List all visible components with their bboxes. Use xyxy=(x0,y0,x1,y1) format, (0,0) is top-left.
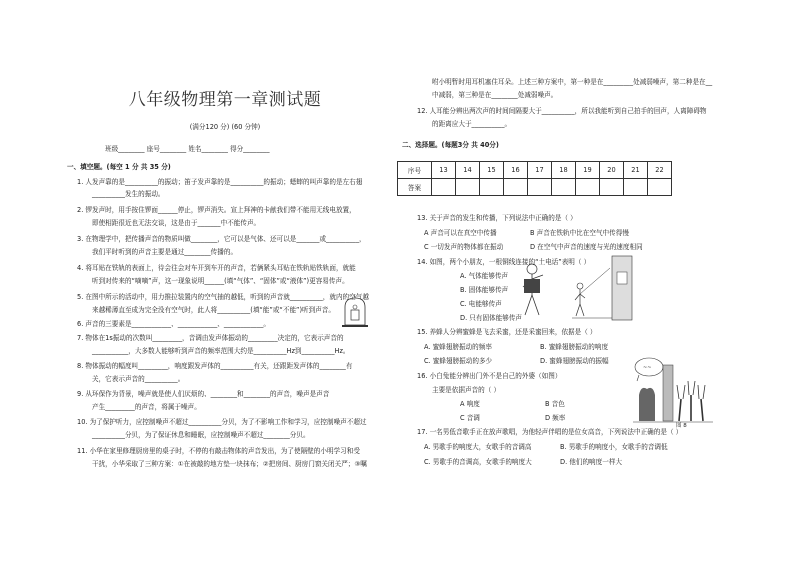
section-2-heading: 二、选择题。(每题3分 共 40分) xyxy=(402,141,499,149)
q4-line2: 听到对传来的“嘀嘀”声，这一现象说明______(填“气体”、“固体”或“液体”)更容易传声。 xyxy=(92,277,349,285)
table-cell: 14 xyxy=(456,162,480,179)
row-label-number: 序号 xyxy=(398,162,432,179)
q17-option-c: C. 男歌手的音调高，女歌手的响度大 xyxy=(424,458,532,466)
answer-cell[interactable] xyxy=(600,179,624,196)
q15: 15. 养蜂人分辨蜜蜂是飞去采蜜，还是采蜜回来，依据是（ ） xyxy=(417,328,597,336)
table-cell: 13 xyxy=(432,162,456,179)
q14-option-d: D. 只有固体能够传声 xyxy=(460,314,523,322)
q17-option-b: B. 男歌手的响度小，女歌手的音调低 xyxy=(560,443,668,451)
answer-cell[interactable] xyxy=(552,179,576,196)
bell-jar-figure xyxy=(340,295,370,329)
answer-cell[interactable] xyxy=(456,179,480,196)
q8-line1: 8. 物体振动的幅度叫_________，响度跟发声体的__________有关，还跟距发声体的________有 xyxy=(77,362,353,370)
answer-cell[interactable] xyxy=(528,179,552,196)
q3-line1: 3. 在物理学中，把传播声音的物质叫做________，它可以是气体、还可以是_______或__________， xyxy=(77,235,366,243)
q15-option-c: C. 蜜蜂翅膀振动的多少 xyxy=(424,357,493,365)
q16-line2: 主要是依据声音的（ ） xyxy=(432,386,501,394)
table-row-numbers xyxy=(398,162,672,179)
q4-line1: 4. 将耳贴在铁轨的表面上，待会往会对车开到车开的声音，若俩紧头耳贴在铁轨贴铁轨面，就能 xyxy=(77,264,356,272)
q2-line1: 2. 锣发声时，用手按住锣面______停止，锣声消失。宣上拜神的卡献我们带不能用无线电放置， xyxy=(77,206,356,214)
table-cell: 22 xyxy=(648,162,672,179)
table-cell: 16 xyxy=(504,162,528,179)
table-cell: 21 xyxy=(624,162,648,179)
q2-line2: 即使相距很近也无法交谈，这是由于_______中不能传声。 xyxy=(92,219,261,227)
q12-line1: 12. 人耳能分辨出两次声的时间间隔要大于__________，所以我能听到自己拍手的回声，人离障碍物 xyxy=(417,107,707,115)
q14-option-c: C. 电能够传声 xyxy=(460,300,502,308)
answer-cell[interactable] xyxy=(480,179,504,196)
answer-cell[interactable] xyxy=(432,179,456,196)
q5-line2: 来越稀薄直至成为完全没有空气时，此人将__________(填“能”或“不能”)听到声音。 xyxy=(92,306,335,314)
answer-cell[interactable] xyxy=(648,179,672,196)
q15-option-a: A. 蜜蜂翅膀振动的频率 xyxy=(424,343,492,351)
q14-option-b: B. 固体能够传声 xyxy=(460,286,509,294)
q13: 13. 关于声音的发生和传播，下列说法中正确的是（ ） xyxy=(417,214,577,222)
q13-option-b: B 声音在铁轨中比在空气中传得慢 xyxy=(530,229,629,237)
q11-line2: 干扰，小华采取了三种方案：①在被敲的地方垫一块抹布；②把房间、厨房门窗关闭关严；③嘱 xyxy=(92,460,367,468)
q8-line2: 关，它表示声音的__________。 xyxy=(92,375,185,383)
q16-option-b: B 音色 xyxy=(545,400,565,408)
q13-option-a: A 声音可以在真空中传播 xyxy=(424,229,497,237)
table-row-answers xyxy=(398,179,672,196)
q11-line1: 11. 小华在家里修理厨房里的桌子时，不停的有敲击物体的声音发出，为了使隔壁的小明学习和受 xyxy=(77,447,360,455)
string-telephone-figure xyxy=(572,254,634,322)
rabbit-wolf-figure xyxy=(633,355,713,425)
q15-option-d: D. 蜜蜂翅膀振动的振幅 xyxy=(540,357,609,365)
subtitle: (满分120 分) (60 分钟) xyxy=(189,123,261,131)
q16-option-c: C 音调 xyxy=(460,414,480,422)
q12-line2: 的距离应大于__________。 xyxy=(432,120,512,128)
q15-option-b: B. 蜜蜂翅膀振动的响度 xyxy=(540,343,609,351)
section-1-heading: 一、填空题。(每空 1 分 共 35 分) xyxy=(67,163,171,171)
q7-line2: ___________，大多数人能够听到声音的频率范围大约是__________Hz到__________Hz。 xyxy=(92,347,350,355)
answer-cell[interactable] xyxy=(624,179,648,196)
q16-line1: 16. 小白兔能分辨出门外不是自己的外婆（如图） xyxy=(417,372,562,380)
answer-cell[interactable] xyxy=(504,179,528,196)
table-cell: 18 xyxy=(552,162,576,179)
q1-line2: __________发生的振动。 xyxy=(92,190,165,198)
q11-cont-line1: 咐小明暂时用耳机塞住耳朵。上述三种方案中，第一种是在_________处减弱噪声，第二种是在__ xyxy=(432,78,713,86)
table-cell: 17 xyxy=(528,162,552,179)
info-line: 班级________ 座号________ 姓名________ 得分________ xyxy=(105,145,270,153)
svg-text:~~: ~~ xyxy=(643,365,652,371)
q10-line1: 10. 为了保护听力，应控制噪声不超过__________分贝，为了不影响工作和学习，应控制噪声不超过 xyxy=(77,418,367,426)
q13-option-c: C 一切发声的物体都在振动 xyxy=(424,243,504,251)
answer-cell[interactable] xyxy=(576,179,600,196)
q1-line1: 1. 人发声靠的是__________的振动；笛子发声靠的是__________的振动；蟋蟀的叫声靠的是左右翅 xyxy=(77,178,363,186)
q10-line2: __________分贝，为了保证休息和睡眠，应控制噪声不超过________分贝。 xyxy=(92,431,310,439)
row-label-answer: 答案 xyxy=(398,179,432,196)
q3-line2: 我们平时听到的声音主要是通过________传播的。 xyxy=(92,248,238,256)
answer-table xyxy=(397,161,672,196)
child-figure-left xyxy=(515,261,549,321)
q11-cont-line2: 中减弱，第三种是在________处减弱噪声。 xyxy=(432,91,558,99)
q6: 6. 声音的三要素是____________、____________、____________。 xyxy=(77,320,271,328)
table-cell: 15 xyxy=(480,162,504,179)
q5-line1: 5. 在图中所示的活动中，用力推拉装置内的空气抽的越低，听到的声音就__________，就内的空气越 xyxy=(77,293,369,301)
table-cell: 19 xyxy=(576,162,600,179)
q16-option-d: D 频率 xyxy=(545,414,566,422)
title: 八年级物理第一章测试题 xyxy=(128,90,322,110)
q14-option-a: A. 气体能够传声 xyxy=(460,272,509,280)
q17: 17. 一名男低音歌手正在放声歌唱，为他轻声伴唱的是位女高音，下列说法中正确的是（ ） xyxy=(417,428,683,436)
table-cell: 20 xyxy=(600,162,624,179)
q17-option-d: D. 他们的响度一样大 xyxy=(560,458,623,466)
q9-line1: 9. 从环保作为背景，噪声就是使人们厌烦的、________和________的声音，噪声是声音 xyxy=(77,390,330,398)
q17-option-a: A. 男歌手的响度大，女歌手的音调高 xyxy=(424,443,532,451)
figure-caption: 图 8 xyxy=(676,423,687,429)
q13-option-d: D 在空气中声音的速度与光的速度相同 xyxy=(530,243,643,251)
q9-line2: 产生_________的声音，将属于噪声。 xyxy=(92,403,201,411)
q7-line1: 7. 物体在1s振动的次数叫_________，音调由发声体振动的_________决定的，它表示声音的 xyxy=(77,334,344,342)
q16-option-a: A 响度 xyxy=(460,400,480,408)
q14: 14. 如图，两个小朋友，一根铜线连接的“土电话”表明（ ） xyxy=(417,258,591,266)
